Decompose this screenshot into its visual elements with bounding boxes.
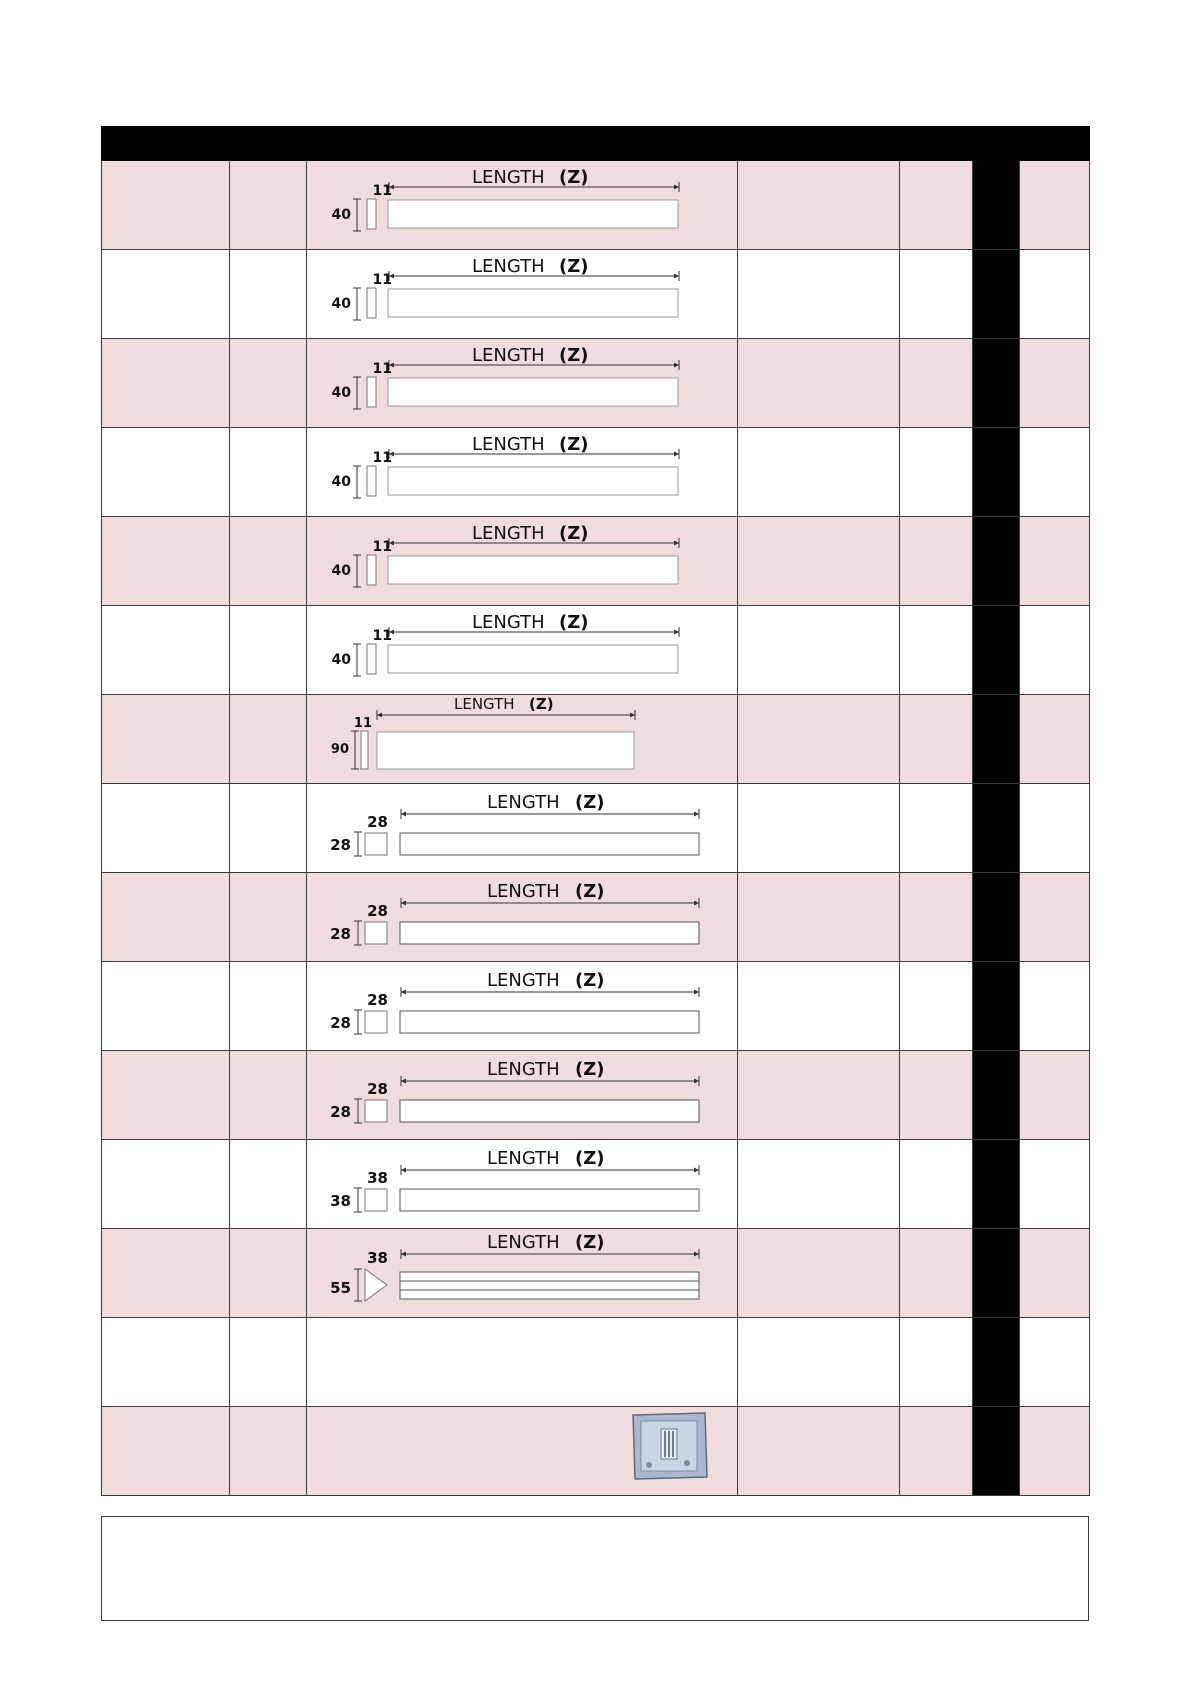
width-dimension: 11	[372, 272, 392, 288]
length-variable: (Z)	[559, 612, 589, 633]
table-cell	[738, 1140, 900, 1229]
length-variable: (Z)	[559, 167, 589, 188]
header-col-2	[230, 127, 307, 161]
height-dimension: 28	[330, 836, 351, 854]
table-cell	[230, 962, 307, 1051]
height-dimension: 40	[331, 652, 351, 668]
table-cell	[738, 161, 900, 250]
profile-diagram-cell	[307, 1407, 738, 1496]
table-cell	[1020, 428, 1090, 517]
black-column-cell	[973, 606, 1020, 695]
table-cell	[738, 1051, 900, 1140]
height-dimension: 40	[331, 385, 351, 401]
length-label: LENGTH	[487, 1059, 560, 1080]
height-dimension: 40	[331, 296, 351, 312]
table-cell	[900, 695, 973, 784]
length-variable: (Z)	[559, 434, 589, 455]
table-cell	[102, 1407, 230, 1496]
table-cell	[102, 250, 230, 339]
table-cell	[900, 517, 973, 606]
table-cell	[1020, 606, 1090, 695]
profile-diagram-cell	[307, 339, 738, 428]
width-dimension: 28	[367, 1080, 388, 1098]
profile-diagram-cell	[307, 606, 738, 695]
height-dimension: 38	[330, 1192, 351, 1210]
table-cell	[1020, 784, 1090, 873]
table-row	[102, 428, 1090, 517]
height-dimension: 55	[330, 1279, 351, 1297]
profile-diagram-cell	[307, 873, 738, 962]
table-cell	[900, 1407, 973, 1496]
black-column-cell	[973, 428, 1020, 517]
profile-diagram-cell	[307, 1229, 738, 1318]
profile-diagram-cell	[307, 784, 738, 873]
table-cell	[1020, 873, 1090, 962]
table-cell	[738, 962, 900, 1051]
height-dimension: 40	[331, 474, 351, 490]
profile-diagram-cell	[307, 1140, 738, 1229]
table-cell	[738, 428, 900, 517]
table-cell	[1020, 1140, 1090, 1229]
height-dimension: 28	[330, 1103, 351, 1121]
table-row	[102, 1229, 1090, 1318]
profile-diagram	[307, 339, 737, 427]
black-column-cell	[973, 1407, 1020, 1496]
table-cell	[230, 606, 307, 695]
table-cell	[738, 873, 900, 962]
table-row	[102, 606, 1090, 695]
table-cell	[900, 784, 973, 873]
black-column-cell	[973, 1229, 1020, 1318]
length-variable: (Z)	[575, 1232, 605, 1253]
table-cell	[102, 606, 230, 695]
profile-diagram	[307, 428, 737, 516]
table-cell	[230, 1318, 307, 1407]
width-dimension: 11	[372, 450, 392, 466]
parts-table	[101, 126, 1090, 1496]
table-row	[102, 250, 1090, 339]
profile-diagram-cell	[307, 962, 738, 1051]
table-cell	[1020, 1229, 1090, 1318]
table-cell	[102, 517, 230, 606]
table-cell	[1020, 250, 1090, 339]
notes-box	[101, 1516, 1089, 1621]
table-cell	[230, 1051, 307, 1140]
length-label: LENGTH	[472, 434, 545, 455]
header-col-7	[1020, 127, 1090, 161]
black-column-cell	[973, 1051, 1020, 1140]
table-row	[102, 962, 1090, 1051]
table-cell	[230, 873, 307, 962]
table-cell	[1020, 695, 1090, 784]
table-row	[102, 161, 1090, 250]
length-label: LENGTH	[472, 612, 545, 633]
profile-diagram	[307, 1140, 737, 1228]
table-cell	[1020, 1318, 1090, 1407]
table-cell	[230, 784, 307, 873]
table-cell	[102, 784, 230, 873]
table-cell	[102, 1140, 230, 1229]
width-dimension: 11	[372, 628, 392, 644]
black-column-cell	[973, 161, 1020, 250]
width-dimension: 28	[367, 991, 388, 1009]
profile-diagram	[307, 250, 737, 338]
table-cell	[900, 428, 973, 517]
width-dimension: 11	[353, 716, 372, 731]
profile-diagram	[307, 695, 737, 783]
black-column-cell	[973, 784, 1020, 873]
table-row	[102, 1318, 1090, 1407]
table-cell	[230, 1229, 307, 1318]
table-cell	[738, 517, 900, 606]
length-label: LENGTH	[487, 792, 560, 813]
table-cell	[1020, 517, 1090, 606]
table-row	[102, 1407, 1090, 1496]
table-cell	[1020, 1407, 1090, 1496]
width-dimension: 11	[372, 539, 392, 555]
table-cell	[900, 339, 973, 428]
table-cell	[1020, 339, 1090, 428]
table-cell	[738, 339, 900, 428]
profile-diagram-cell	[307, 161, 738, 250]
table-cell	[102, 339, 230, 428]
profile-diagram	[307, 161, 737, 249]
header-col-4	[738, 127, 900, 161]
table-cell	[900, 873, 973, 962]
table-header-row	[102, 127, 1090, 161]
table-cell	[738, 1318, 900, 1407]
black-column-cell	[973, 873, 1020, 962]
table-cell	[1020, 962, 1090, 1051]
black-column-cell	[973, 962, 1020, 1051]
header-col-5	[900, 127, 973, 161]
header-col-3	[307, 127, 738, 161]
length-variable: (Z)	[559, 523, 589, 544]
length-variable: (Z)	[529, 695, 554, 713]
width-dimension: 11	[372, 183, 392, 199]
table-row	[102, 339, 1090, 428]
length-label: LENGTH	[487, 881, 560, 902]
width-dimension: 38	[367, 1169, 388, 1187]
table-cell	[102, 1229, 230, 1318]
table-cell	[102, 161, 230, 250]
table-cell	[900, 962, 973, 1051]
black-column-cell	[973, 339, 1020, 428]
hardware-bag-icon	[633, 1413, 707, 1479]
table-cell	[102, 695, 230, 784]
profile-diagram-cell	[307, 695, 738, 784]
table-row	[102, 695, 1090, 784]
table-cell	[230, 339, 307, 428]
table-cell	[230, 161, 307, 250]
table-cell	[1020, 161, 1090, 250]
length-label: LENGTH	[487, 970, 560, 991]
length-label: LENGTH	[472, 167, 545, 188]
width-dimension: 11	[372, 361, 392, 377]
length-variable: (Z)	[559, 345, 589, 366]
table-row	[102, 873, 1090, 962]
table-row	[102, 1051, 1090, 1140]
length-label: LENGTH	[472, 256, 545, 277]
profile-diagram-cell	[307, 1318, 738, 1407]
table-cell	[900, 1318, 973, 1407]
table-cell	[900, 606, 973, 695]
header-col-1	[102, 127, 230, 161]
length-label: LENGTH	[472, 523, 545, 544]
table-cell	[900, 250, 973, 339]
table-cell	[738, 1407, 900, 1496]
table-cell	[738, 1229, 900, 1318]
profile-diagram	[307, 517, 737, 605]
table-cell	[102, 1318, 230, 1407]
table-cell	[1020, 1051, 1090, 1140]
black-column-cell	[973, 695, 1020, 784]
black-column-cell	[973, 517, 1020, 606]
table-cell	[102, 873, 230, 962]
profile-diagram-cell	[307, 250, 738, 339]
table-row	[102, 517, 1090, 606]
black-column-cell	[973, 250, 1020, 339]
table-cell	[900, 1229, 973, 1318]
length-variable: (Z)	[575, 881, 605, 902]
table-cell	[102, 428, 230, 517]
table-cell	[230, 250, 307, 339]
table-cell	[230, 517, 307, 606]
table-cell	[900, 161, 973, 250]
profile-diagram	[307, 1051, 737, 1139]
table-cell	[230, 428, 307, 517]
table-cell	[230, 1407, 307, 1496]
length-variable: (Z)	[575, 1148, 605, 1169]
header-col-6	[973, 127, 1020, 161]
profile-diagram	[307, 1407, 737, 1495]
table-cell	[900, 1140, 973, 1229]
table-cell	[738, 250, 900, 339]
profile-diagram	[307, 873, 737, 961]
profile-diagram	[307, 606, 737, 694]
height-dimension: 40	[331, 207, 351, 223]
table-cell	[102, 962, 230, 1051]
profile-diagram-cell	[307, 428, 738, 517]
profile-diagram	[307, 784, 737, 872]
profile-diagram	[307, 962, 737, 1050]
length-label: LENGTH	[487, 1232, 560, 1253]
height-dimension: 90	[330, 742, 349, 757]
table-cell	[230, 695, 307, 784]
height-dimension: 40	[331, 563, 351, 579]
length-variable: (Z)	[575, 970, 605, 991]
profile-diagram-cell	[307, 1051, 738, 1140]
width-dimension: 28	[367, 813, 388, 831]
table-cell	[102, 1051, 230, 1140]
length-variable: (Z)	[575, 792, 605, 813]
height-dimension: 28	[330, 925, 351, 943]
table-cell	[738, 784, 900, 873]
profile-diagram-cell	[307, 517, 738, 606]
length-label: LENGTH	[472, 345, 545, 366]
height-dimension: 28	[330, 1014, 351, 1032]
table-cell	[738, 695, 900, 784]
table-cell	[900, 1051, 973, 1140]
length-label: LENGTH	[487, 1148, 560, 1169]
table-row	[102, 1140, 1090, 1229]
length-variable: (Z)	[575, 1059, 605, 1080]
table-row	[102, 784, 1090, 873]
profile-diagram	[307, 1318, 737, 1406]
profile-diagram	[307, 1229, 737, 1317]
table-body	[102, 161, 1090, 1496]
width-dimension: 38	[367, 1249, 388, 1267]
length-label: LENGTH	[454, 695, 515, 713]
length-variable: (Z)	[559, 256, 589, 277]
black-column-cell	[973, 1318, 1020, 1407]
table-cell	[738, 606, 900, 695]
black-column-cell	[973, 1140, 1020, 1229]
table-cell	[230, 1140, 307, 1229]
width-dimension: 28	[367, 902, 388, 920]
